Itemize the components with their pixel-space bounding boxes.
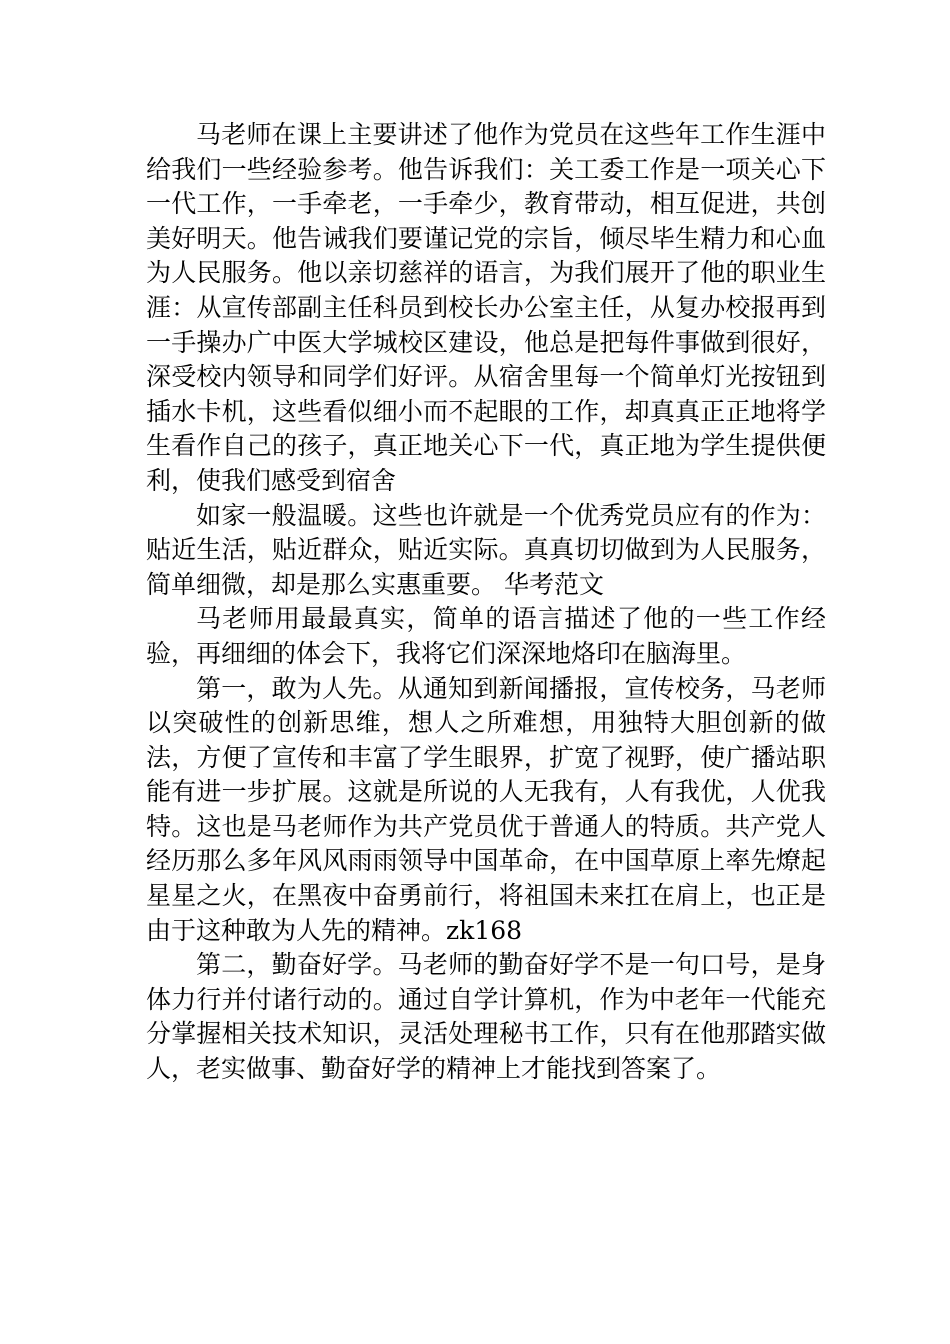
paragraph-5: 第二，勤奋好学。马老师的勤奋好学不是一句口号，是身体力行并付诸行动的。通过自学计算机，作为中老年一代能充分掌握相关技术知识，灵活处理秘书工作，只有在他那踏实做人，老实做事、勤奋好学的精神上才能找到答案了。 — [146, 950, 826, 1084]
paragraph-4: 第一，敢为人先。从通知到新闻播报，宣传校务，马老师以突破性的创新思维，想人之所难想，用独特大胆创新的做法，方便了宣传和丰富了学生眼界，扩宽了视野，使广播站职能有进一步扩展。这就是所说的人无我有，人有我优，人优我特。这也是马老师作为共产党员优于普通人的特质。共产党人经历那么多年风风雨雨领导中国革命，在中国草原上率先燎起星星之火，在黑夜中奋勇前行，将祖国未来扛在肩上，也正是由于这种敢为人先的精神。zk168 — [146, 673, 826, 945]
document-page — [146, 118, 826, 1087]
paragraph-2: 如家一般温暖。这些也许就是一个优秀党员应有的作为：贴近生活，贴近群众，贴近实际。真真切切做到为人民服务，简单细微，却是那么实惠重要。 华考范文 — [146, 500, 826, 599]
paragraph-3: 马老师用最最真实，简单的语言描述了他的一些工作经验，再细细的体会下，我将它们深深地烙印在脑海里。 — [146, 604, 826, 668]
paragraph-1: 马老师在课上主要讲述了他作为党员在这些年工作生涯中给我们一些经验参考。他告诉我们：关工委工作是一项关心下一代工作，一手牵老，一手牵少，教育带动，相互促进，共创美好明天。他告诫我们要谨记党的宗旨，倾尽毕生精力和心血为人民服务。他以亲切慈祥的语言，为我们展开了他的职业生涯：从宣传部副主任科员到校长办公室主任，从复办校报再到一手操办广中医大学城校区建设，他总是把每件事做到很好，深受校内领导和同学们好评。从宿舍里每一个简单灯光按钮到插水卡机，这些看似细小而不起眼的工作，却真真正正地将学生看作自己的孩子，真正地关心下一代，真正地为学生提供便利，使我们感受到宿舍 — [146, 120, 826, 495]
